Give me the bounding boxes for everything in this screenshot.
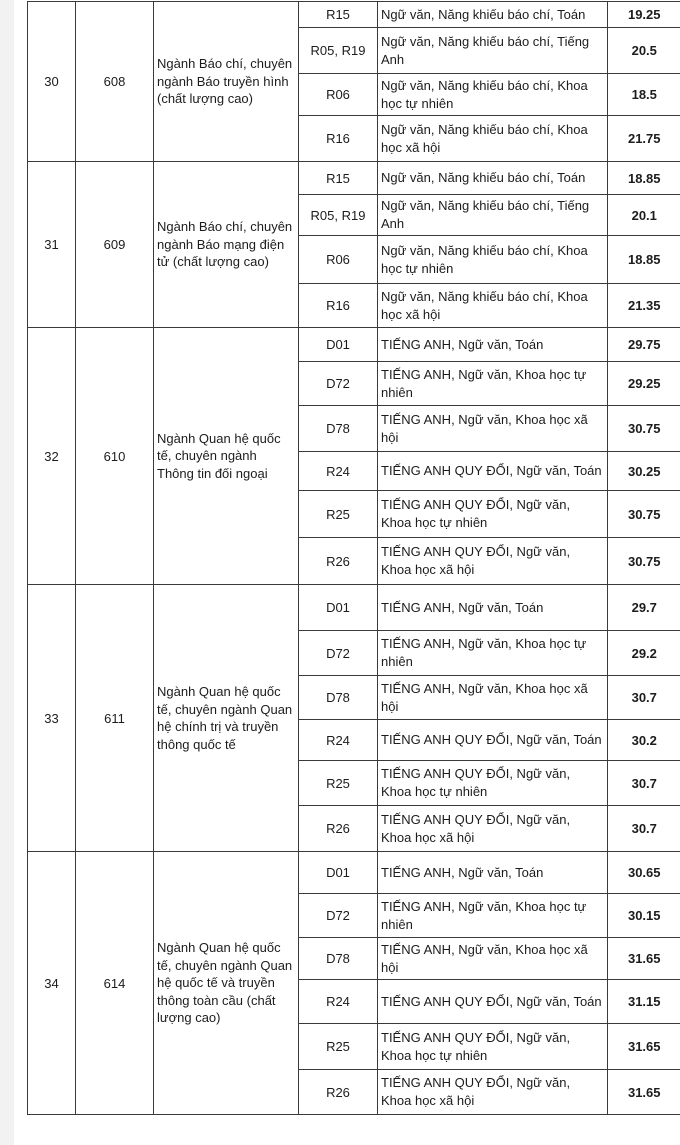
score-cell: 29.25 [608,362,680,406]
score-cell: 21.35 [608,284,680,328]
major-name-cell: Ngành Quan hệ quốc tế, chuyên ngành Thông tin đối ngoại [154,328,299,585]
score-row [28,585,680,631]
combo-code-cell: R06 [299,74,378,116]
stt-cell: 32 [28,328,76,585]
subjects-cell: TIẾNG ANH QUY ĐỔI, Ngữ văn, Khoa học xã hội [378,1070,608,1115]
combo-code-cell: D78 [299,938,378,980]
major-name-cell: Ngành Quan hệ quốc tế, chuyên ngành Quan hệ chính trị và truyền thông quốc tế [154,585,299,852]
combo-code-cell: R15 [299,162,378,195]
score-cell: 30.75 [608,491,680,538]
score-cell: 18.85 [608,162,680,195]
admission-scores-table-body [28,2,680,1115]
combo-code-cell: R24 [299,720,378,761]
score-cell: 29.2 [608,631,680,676]
combo-code-cell: D78 [299,406,378,452]
subjects-cell: TIẾNG ANH QUY ĐỔI, Ngữ văn, Khoa học tự nhiên [378,761,608,806]
score-cell: 20.5 [608,28,680,74]
subjects-cell: Ngữ văn, Năng khiếu báo chí, Toán [378,162,608,195]
score-cell: 31.65 [608,938,680,980]
subjects-cell: TIẾNG ANH, Ngữ văn, Khoa học tự nhiên [378,362,608,406]
score-cell: 18.5 [608,74,680,116]
subjects-cell: TIẾNG ANH QUY ĐỔI, Ngữ văn, Khoa học tự nhiên [378,1024,608,1070]
score-cell: 30.75 [608,538,680,585]
score-cell: 30.15 [608,894,680,938]
combo-code-cell: R16 [299,116,378,162]
combo-code-cell: R05, R19 [299,195,378,236]
combo-code-cell: R25 [299,1024,378,1070]
combo-code-cell: D01 [299,328,378,362]
subjects-cell: TIẾNG ANH QUY ĐỔI, Ngữ văn, Toán [378,980,608,1024]
subjects-cell: TIẾNG ANH QUY ĐỔI, Ngữ văn, Toán [378,720,608,761]
subjects-cell: TIẾNG ANH QUY ĐỔI, Ngữ văn, Khoa học tự nhiên [378,491,608,538]
subjects-cell: TIẾNG ANH, Ngữ văn, Toán [378,585,608,631]
major-name-cell: Ngành Báo chí, chuyên ngành Báo truyền hình (chất lượng cao) [154,2,299,162]
combo-code-cell: R06 [299,236,378,284]
score-cell: 31.15 [608,980,680,1024]
subjects-cell: Ngữ văn, Năng khiếu báo chí, Tiếng Anh [378,28,608,74]
major-code-cell: 614 [76,852,154,1115]
score-cell: 31.65 [608,1024,680,1070]
subjects-cell: TIẾNG ANH, Ngữ văn, Khoa học xã hội [378,676,608,720]
major-code-cell: 609 [76,162,154,328]
subjects-cell: Ngữ văn, Năng khiếu báo chí, Khoa học tự nhiên [378,74,608,116]
combo-code-cell: D72 [299,631,378,676]
score-cell: 19.25 [608,2,680,28]
score-cell: 30.2 [608,720,680,761]
page-left-margin-strip [0,0,14,1145]
major-code-cell: 610 [76,328,154,585]
combo-code-cell: D01 [299,585,378,631]
subjects-cell: TIẾNG ANH QUY ĐỔI, Ngữ văn, Toán [378,452,608,491]
score-cell: 30.7 [608,761,680,806]
subjects-cell: TIẾNG ANH, Ngữ văn, Toán [378,328,608,362]
score-cell: 30.7 [608,676,680,720]
subjects-cell: Ngữ văn, Năng khiếu báo chí, Khoa học tự nhiên [378,236,608,284]
combo-code-cell: R05, R19 [299,28,378,74]
score-cell: 29.75 [608,328,680,362]
combo-code-cell: R16 [299,284,378,328]
score-row [28,852,680,894]
subjects-cell: Ngữ văn, Năng khiếu báo chí, Toán [378,2,608,28]
stt-cell: 33 [28,585,76,852]
subjects-cell: TIẾNG ANH, Ngữ văn, Khoa học xã hội [378,406,608,452]
score-cell: 20.1 [608,195,680,236]
subjects-cell: TIẾNG ANH, Ngữ văn, Khoa học tự nhiên [378,894,608,938]
score-cell: 31.65 [608,1070,680,1115]
subjects-cell: TIẾNG ANH, Ngữ văn, Khoa học xã hội [378,938,608,980]
stt-cell: 34 [28,852,76,1115]
combo-code-cell: R26 [299,806,378,852]
combo-code-cell: R26 [299,538,378,585]
score-row [28,162,680,195]
score-cell: 30.65 [608,852,680,894]
subjects-cell: TIẾNG ANH, Ngữ văn, Toán [378,852,608,894]
score-cell: 29.7 [608,585,680,631]
major-name-cell: Ngành Báo chí, chuyên ngành Báo mạng điện tử (chất lượng cao) [154,162,299,328]
combo-code-cell: D72 [299,894,378,938]
major-code-cell: 608 [76,2,154,162]
stt-cell: 30 [28,2,76,162]
admission-scores-table [27,1,680,1115]
subjects-cell: Ngữ văn, Năng khiếu báo chí, Khoa học xã hội [378,116,608,162]
combo-code-cell: D78 [299,676,378,720]
combo-code-cell: R25 [299,761,378,806]
subjects-cell: TIẾNG ANH, Ngữ văn, Khoa học tự nhiên [378,631,608,676]
combo-code-cell: R24 [299,980,378,1024]
combo-code-cell: D72 [299,362,378,406]
subjects-cell: TIẾNG ANH QUY ĐỔI, Ngữ văn, Khoa học xã hội [378,806,608,852]
combo-code-cell: R26 [299,1070,378,1115]
score-cell: 30.75 [608,406,680,452]
subjects-cell: TIẾNG ANH QUY ĐỔI, Ngữ văn, Khoa học xã hội [378,538,608,585]
score-cell: 30.25 [608,452,680,491]
score-cell: 18.85 [608,236,680,284]
stt-cell: 31 [28,162,76,328]
score-cell: 30.7 [608,806,680,852]
combo-code-cell: R24 [299,452,378,491]
score-row [28,2,680,28]
score-row [28,328,680,362]
combo-code-cell: R15 [299,2,378,28]
major-name-cell: Ngành Quan hệ quốc tế, chuyên ngành Quan hệ quốc tế và truyền thông toàn cầu (chất lượng cao) [154,852,299,1115]
combo-code-cell: D01 [299,852,378,894]
score-cell: 21.75 [608,116,680,162]
subjects-cell: Ngữ văn, Năng khiếu báo chí, Tiếng Anh [378,195,608,236]
combo-code-cell: R25 [299,491,378,538]
major-code-cell: 611 [76,585,154,852]
subjects-cell: Ngữ văn, Năng khiếu báo chí, Khoa học xã hội [378,284,608,328]
